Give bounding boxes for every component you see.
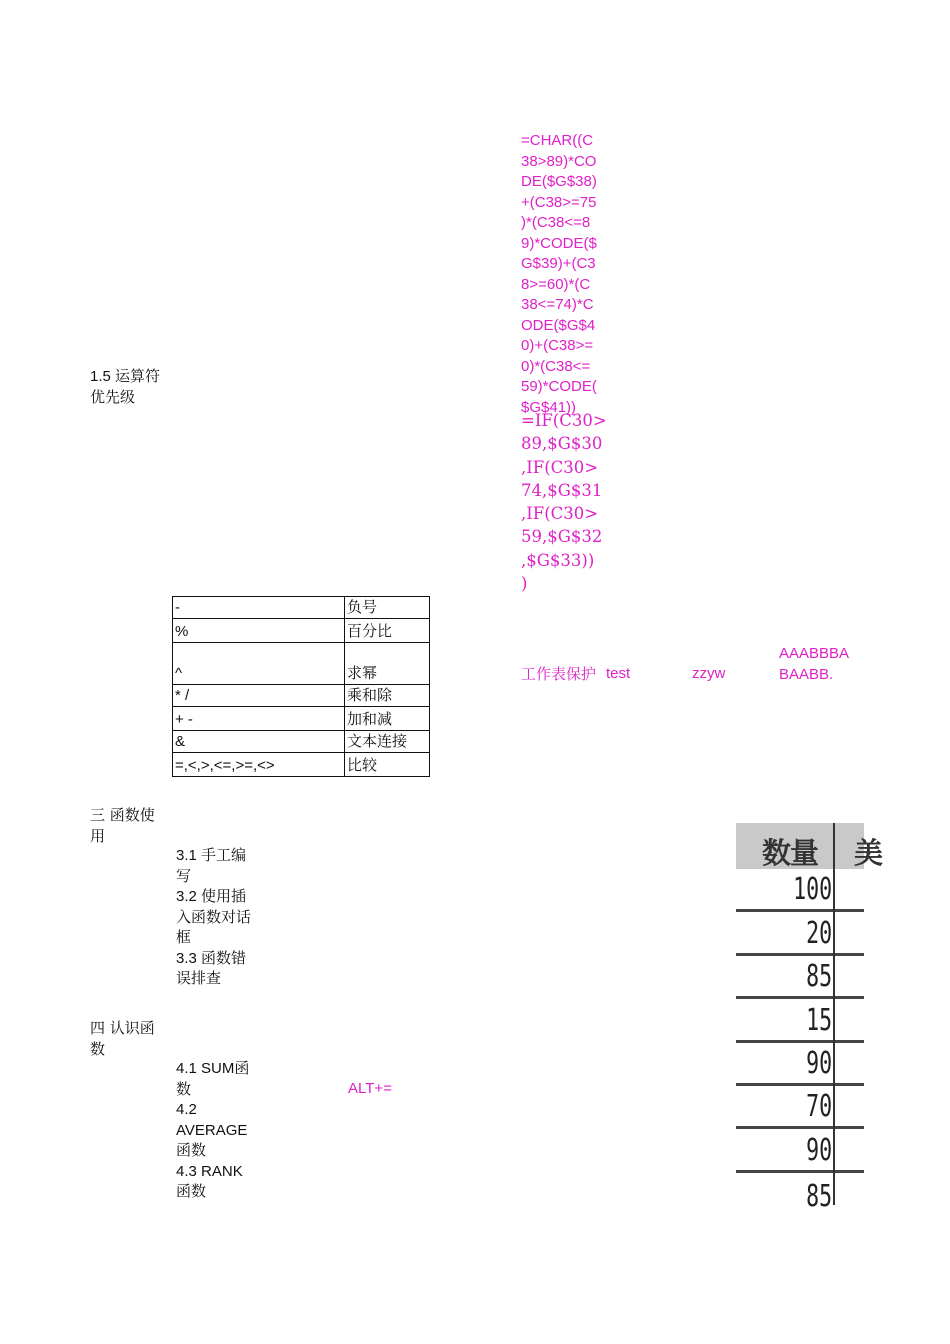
list-item-line: 函数	[176, 1183, 207, 1200]
operator-name: 文本连接	[345, 731, 430, 753]
list-item-line: 3.3 函数错	[176, 949, 247, 967]
formula-line: 74,$G$31	[521, 480, 603, 500]
formula-line: ODE($G$4	[521, 316, 596, 334]
operator-name: 乘和除	[345, 685, 430, 707]
column-header	[736, 823, 884, 870]
formula-line: 38>89)*CO	[521, 152, 597, 170]
if-formula	[521, 409, 607, 595]
cell-value: 100	[792, 872, 832, 908]
heading-line: 三 函数使	[90, 806, 155, 824]
formula-line: 59)*CODE(	[521, 378, 597, 395]
list-item-line: 入函数对话	[176, 908, 252, 926]
list-item-line: 写	[176, 867, 192, 885]
section-1-5-heading	[90, 367, 160, 408]
formula-line: 59,$G$32	[521, 527, 603, 547]
list-item-line: 3.2 使用插	[176, 888, 247, 905]
table-row	[736, 1173, 864, 1216]
formula-line: G$39)+(C3	[521, 255, 596, 272]
spreadsheet-image	[736, 823, 884, 1215]
heading-line: 用	[90, 826, 106, 845]
table-row	[736, 999, 864, 1042]
operator-name: 加和减	[345, 707, 430, 731]
formula-line: $G$41))	[521, 398, 577, 416]
table-row	[736, 869, 864, 912]
table-row	[736, 956, 864, 999]
section-3-items	[176, 846, 251, 990]
list-item-line: 4.1 SUM函	[176, 1060, 250, 1077]
formula-line: 89,$G$30	[521, 434, 603, 454]
list-item-line: 3.1 手工编	[176, 847, 247, 864]
formula-line: ,$G$33))	[521, 550, 595, 570]
operator-symbol: -	[173, 597, 345, 619]
table-row	[173, 685, 430, 707]
formula-line: )*(C38<=8	[521, 214, 591, 231]
formula-line: ,IF(C30>	[521, 504, 599, 524]
cell-value: 85	[805, 1179, 832, 1215]
formula-line: 0)+(C38>=	[521, 337, 594, 354]
table-row	[736, 1086, 864, 1129]
formula-line: ,IF(C30>	[521, 457, 599, 477]
table-row	[173, 619, 430, 643]
code-line: BAABB.	[779, 665, 834, 683]
formula-line: DE($G$38)	[521, 173, 597, 190]
section-4-heading	[90, 1018, 155, 1059]
list-item-line: 4.2	[176, 1101, 197, 1118]
heading-line: 数	[90, 1039, 106, 1058]
formula-line: 9)*CODE($	[521, 234, 597, 252]
cell-value: 85	[805, 959, 832, 995]
section-3-heading	[90, 805, 155, 846]
operator-name: 求幂	[345, 643, 430, 685]
protect-test: test	[606, 665, 631, 682]
protect-label: 工作表保护	[521, 665, 597, 683]
operator-symbol: * /	[173, 685, 345, 707]
cell-value: 20	[805, 915, 832, 951]
operator-name: 比较	[345, 753, 430, 777]
list-item-line: 框	[176, 929, 192, 946]
operator-symbol: + -	[173, 707, 345, 731]
table-row	[736, 912, 864, 955]
sum-shortcut: ALT+=	[348, 1080, 392, 1097]
code-line: AAABBBA	[779, 645, 850, 662]
table-row	[173, 731, 430, 753]
formula-line: +(C38>=75	[521, 193, 597, 211]
operator-precedence-table	[172, 596, 430, 777]
table-row	[736, 1043, 864, 1086]
operator-symbol: &	[173, 731, 345, 753]
list-item-line: 数	[176, 1080, 192, 1098]
section-4-items	[176, 1059, 249, 1203]
operator-symbol: =,<,>,<=,>=,<>	[173, 753, 345, 777]
cell-value: 90	[805, 1045, 832, 1081]
formula-line: 8>=60)*(C	[521, 275, 591, 293]
table-row	[173, 597, 430, 619]
column-divider	[833, 823, 835, 1205]
column-header-edge: 美	[854, 836, 884, 870]
formula-line: 0)*(C38<=	[521, 357, 591, 375]
protect-zzyw: zzyw	[692, 665, 726, 682]
operator-symbol: ^	[173, 643, 345, 685]
list-item-line: 4.3 RANK	[176, 1162, 243, 1180]
table-row	[173, 643, 430, 685]
formula-line: =IF(C30>	[521, 411, 607, 430]
heading-line: 1.5 运算符	[90, 368, 161, 385]
cell-value: 90	[805, 1132, 832, 1168]
cell-value: 15	[805, 1002, 832, 1038]
operator-symbol: %	[173, 619, 345, 643]
table-row	[736, 1129, 864, 1172]
operator-name: 负号	[345, 597, 430, 619]
table-row	[173, 707, 430, 731]
formula-line: =CHAR((C	[521, 132, 594, 149]
operator-name: 百分比	[345, 619, 430, 643]
table-row	[173, 753, 430, 777]
formula-line: 38<=74)*C	[521, 296, 594, 313]
heading-line: 四 认识函	[90, 1019, 155, 1037]
column-header-label: 数量	[762, 836, 819, 870]
protect-code	[779, 644, 849, 685]
list-item-line: 误排查	[176, 970, 222, 987]
cell-value: 70	[805, 1089, 832, 1125]
char-formula	[521, 131, 597, 418]
heading-line: 优先级	[90, 388, 136, 406]
list-item-line: AVERAGE	[176, 1121, 248, 1139]
formula-line: )	[521, 574, 528, 594]
list-item-line: 函数	[176, 1142, 207, 1159]
